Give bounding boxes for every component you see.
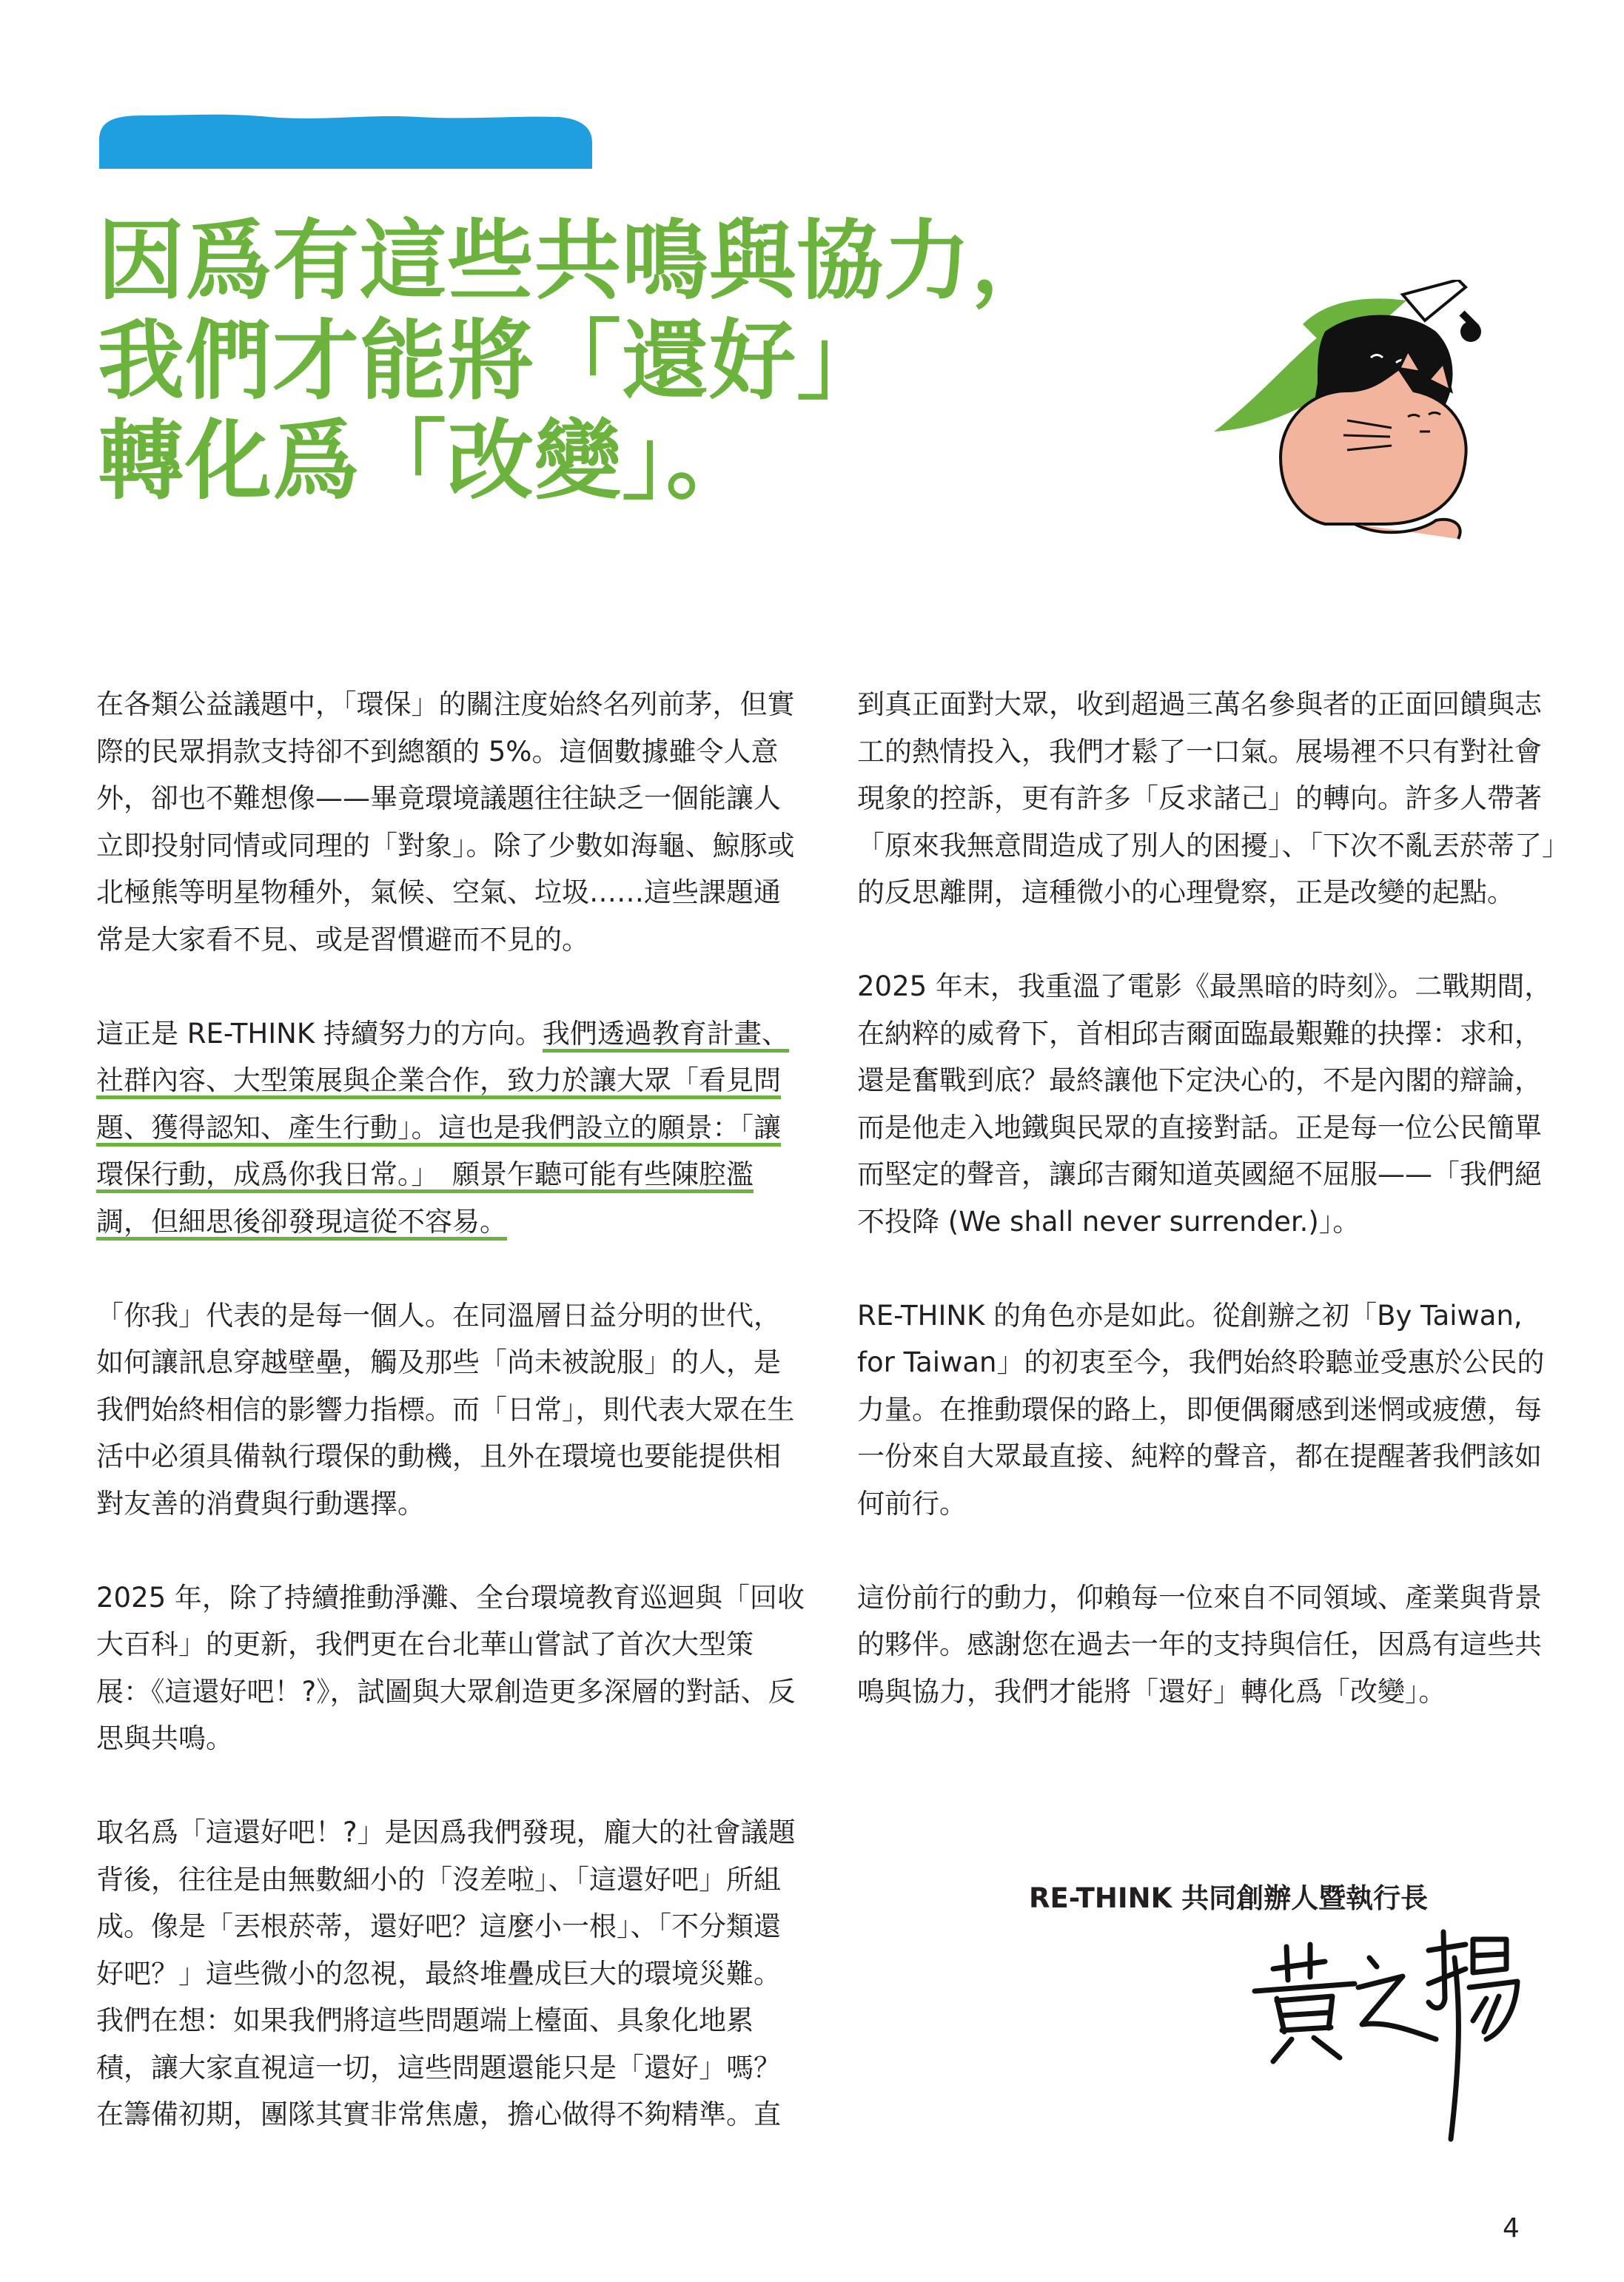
title-line-1: 因爲有這些共鳴與協力， (98, 210, 1059, 312)
signer-role: RE-THINK 共同創辦人暨執行長 (1029, 1882, 1429, 1914)
paragraph-text: 取名爲「這還好吧！?」是因爲我們發現，龐大的社會議題背後，往往是由無數細小的「沒差啦」、「這還好吧」所組成。像是「丟根菸蒂，還好吧？這麼小一根」、「不分類還好吧？」這些微小的忽視，最終堆疊成巨大的環境災難。我們在想：如果我們將這些問題端上檯面、具象化地累積，讓大家直視這一切，這些問題還能只是「還好」嗎？ (96, 1816, 796, 2084)
paragraph: 2025 年，除了持續推動淨灘、全台環境教育巡迴與「回收大百科」的更新，我們更在台北華山嘗試了首次大型策展：《這還好吧！?》，試圖與大眾創造更多深層的對話、反思與共鳴。 (96, 1581, 805, 1754)
body-column-right (857, 681, 1566, 1762)
paragraph: 到真正面對大眾，收到超過三萬名參與者的正面回饋與志工的熱情投入，我們才鬆了一口氣。展場裡不只有對社會現象的控訴，更有許多「反求諸己」的轉向。許多人帶著「原來我無意間造成了別人的困擾」、「下次不亂丟菸蒂了」的反思離開，這種微小的心理覺察，正是改變的起點。 (857, 688, 1556, 908)
paragraph (96, 1010, 805, 1246)
paragraph (96, 1809, 805, 2138)
blue-header-tab (99, 113, 592, 169)
paragraph: 這份前行的動力，仰賴每一位來自不同領域、產業與背景的夥伴。感謝您在過去一年的支持與信任，因爲有這些共鳴與協力，我們才能將「還好」轉化爲「改變」。 (857, 1581, 1542, 1708)
knight-cat-mascot-icon (1214, 280, 1495, 561)
paragraph: 「你我」代表的是每一個人。在同溫層日益分明的世代，如何讓訊息穿越壁壘，觸及那些「尚未被說服」的人，是我們始終相信的影響力指標。而「日常」，則代表大眾在生活中必須具備執行環保的動機，且外在環境也要能提供相對友善的消費與行動選擇。 (96, 1299, 795, 1520)
title-line-2: 我們才能將「還好」 (98, 310, 885, 412)
highlighted-text: 我們透過教育計畫、社群內容、大型策展與企業合作，致力於讓大眾「看見問題、獲得認知、產生行動」。這也是我們設立的願景：「讓環保行動，成爲你我日常。」 願景乍聽可能有些陳腔濫調，但細思後卻發現這從不容易。 (96, 1018, 789, 1241)
page-number: 4 (1503, 2213, 1520, 2244)
paragraph: 在各類公益議題中，「環保」的關注度始終名列前茅，但實際的民眾捐款支持卻不到總額的 5%。這個數據雖令人意外，卻也不難想像——畢竟環境議題往往缺乏一個能讓人立即投射同情或同理的「對象」。除了少數如海龜、鯨豚或北極熊等明星物種外，氣候、空氣、垃圾……這些課題通常是大家看不見、或是習慣避而不見的。 (96, 688, 795, 956)
paragraph: RE-THINK 的角色亦是如此。從創辦之初「By Taiwan, for Taiwan」的初衷至今，我們始終聆聽並受惠於公民的力量。在推動環保的路上，即便偶爾感到迷惘或疲憊，每一份來自大眾最直接、純粹的聲音，都在提醒著我們該如何前行。 (857, 1299, 1545, 1520)
paragraph-lead: 這正是 RE-THINK 持續努力的方向。 (96, 1017, 543, 1050)
body-column-left (96, 681, 805, 2138)
handwritten-signature (1251, 1928, 1525, 2143)
paragraph-text: 在籌備初期，團隊其實非常焦慮，擔心做得不夠精準。直 (96, 2098, 781, 2130)
page-title (98, 211, 1058, 511)
title-line-3: 轉化爲「改變」。 (98, 410, 754, 511)
paragraph: 2025 年末，我重溫了電影《最黑暗的時刻》。二戰期間，在納粹的威脅下，首相邱吉爾面臨最艱難的抉擇：求和，還是奮戰到底？最終讓他下定決心的，不是內閣的辯論，而是他走入地鐵與民眾的直接對話。正是每一位公民簡單而堅定的聲音，讓邱吉爾知道英國絕不屈服——「我們絕不投降 (We shall never surrender.)」。 (857, 970, 1552, 1238)
